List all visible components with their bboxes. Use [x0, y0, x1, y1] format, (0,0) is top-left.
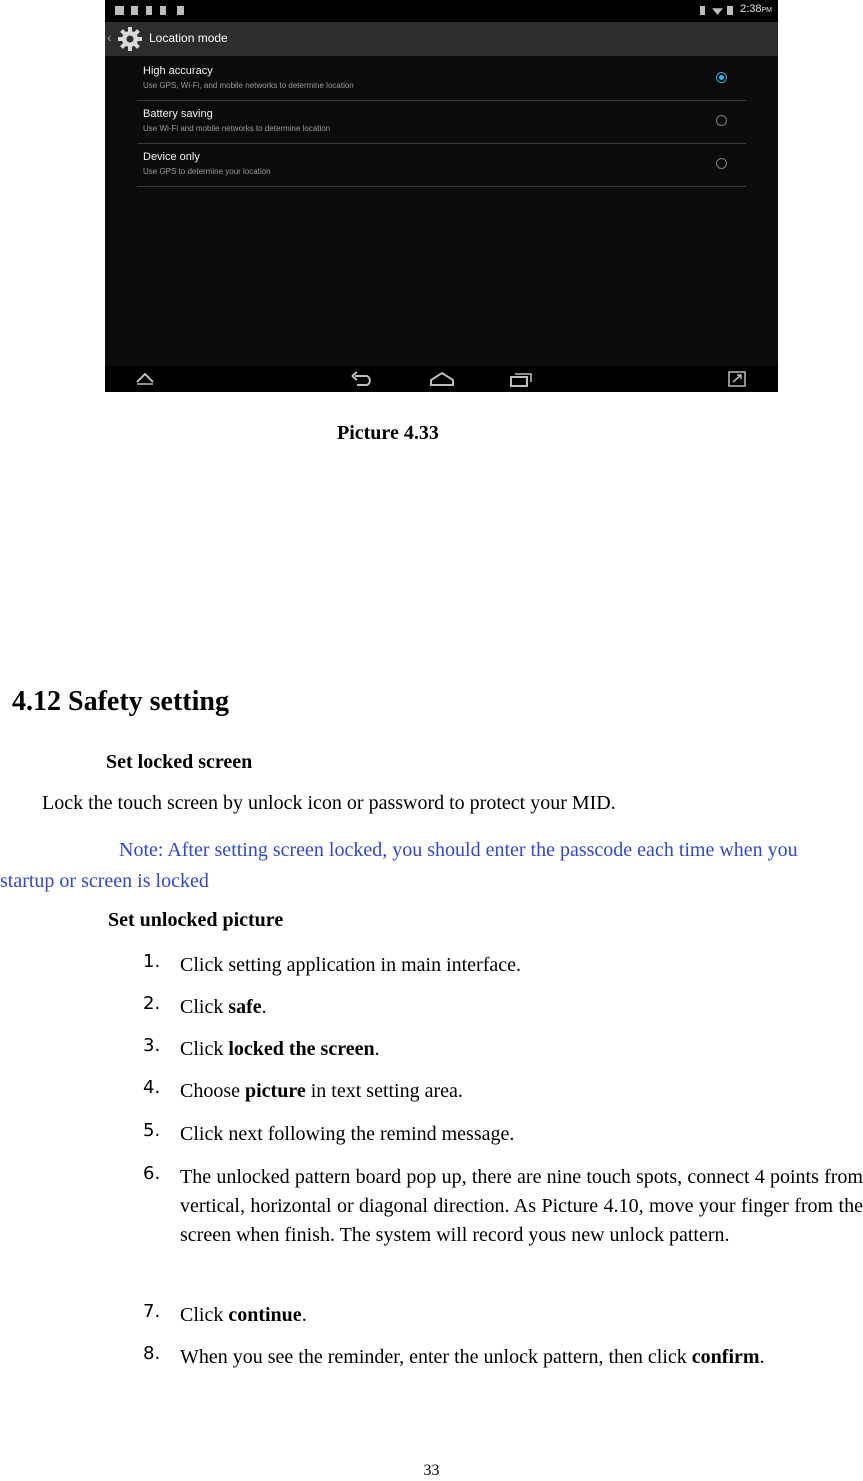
step-item — [143, 1343, 863, 1372]
screen-title: Location mode — [149, 31, 228, 45]
nav-back-icon[interactable] — [351, 371, 375, 387]
settings-gear-icon[interactable] — [117, 26, 143, 52]
option-subtitle: Use GPS, Wi-Fi, and mobile networks to determine location — [143, 81, 354, 90]
radio-selected-icon[interactable] — [716, 72, 727, 83]
navigation-bar — [105, 366, 778, 392]
status-bar — [105, 0, 778, 22]
option-title: High accuracy — [143, 65, 213, 77]
step-item — [143, 1035, 863, 1064]
step-number: 2. — [143, 993, 161, 1014]
option-subtitle: Use Wi-Fi and mobile networks to determine location — [143, 124, 331, 133]
step-text: Click next following the remind message. — [180, 1123, 515, 1145]
radio-icon[interactable] — [716, 115, 727, 126]
figure-caption: Picture 4.33 — [337, 422, 439, 444]
sdcard-icon — [177, 6, 184, 15]
note-line: Note: After setting screen locked, you should enter the passcode each time when you — [119, 839, 798, 861]
nav-expand-icon[interactable] — [728, 371, 746, 387]
option-title: Battery saving — [143, 108, 213, 120]
step-number: 3. — [143, 1035, 161, 1056]
step-text: Click setting application in main interface. — [180, 954, 522, 976]
notification-icon — [115, 6, 124, 15]
location-mode-options — [137, 58, 746, 187]
nav-recents-icon[interactable] — [509, 371, 533, 387]
nav-up-icon[interactable] — [135, 371, 155, 385]
action-bar — [105, 22, 778, 56]
usb-icon — [146, 6, 152, 15]
step-text: Choose picture in text setting area. — [180, 1080, 463, 1102]
battery-icon — [727, 6, 733, 15]
step-number: 7. — [143, 1301, 161, 1322]
step-text: The unlocked pattern board pop up, there are nine touch spots, connect 4 points from vertical, horizontal or diagonal direction. As Picture 4.10, move your finger from the screen when finish. The system will record yous new unlock pattern. — [180, 1166, 863, 1246]
step-item — [143, 1077, 863, 1106]
intro-paragraph: Lock the touch screen by unlock icon or password to protect your MID. — [42, 792, 616, 814]
step-item — [143, 1163, 863, 1250]
step-number: 4. — [143, 1077, 161, 1098]
step-item — [143, 1120, 863, 1149]
step-text: Click locked the screen. — [180, 1038, 380, 1060]
step-number: 1. — [143, 951, 161, 972]
step-number: 8. — [143, 1343, 161, 1364]
wifi-icon — [712, 6, 723, 15]
subheading-locked-screen: Set locked screen — [106, 751, 253, 773]
option-battery-saving[interactable] — [137, 101, 746, 144]
option-device-only[interactable] — [137, 144, 746, 187]
bluetooth-icon — [700, 6, 705, 15]
step-text: Click continue. — [180, 1304, 307, 1326]
section-heading: 4.12 Safety setting — [12, 686, 229, 717]
step-item — [143, 1301, 863, 1330]
step-text: When you see the reminder, enter the unlock pattern, then click confirm. — [180, 1346, 765, 1368]
step-item — [143, 951, 863, 980]
lock-icon — [160, 6, 166, 15]
notification-icon — [131, 6, 138, 15]
status-time: 2:38PM — [740, 3, 772, 15]
option-subtitle: Use GPS to determine your location — [143, 167, 271, 176]
subheading-unlocked-picture: Set unlocked picture — [108, 909, 284, 931]
note-paragraph — [0, 835, 863, 897]
back-icon[interactable]: ‹ — [107, 29, 112, 45]
radio-icon[interactable] — [716, 158, 727, 169]
step-number: 5. — [143, 1120, 161, 1141]
step-number: 6. — [143, 1163, 161, 1184]
step-text: Click safe. — [180, 996, 267, 1018]
nav-home-icon[interactable] — [429, 371, 455, 387]
page-number: 33 — [423, 1462, 440, 1479]
option-high-accuracy[interactable] — [137, 58, 746, 101]
location-mode-screenshot — [105, 0, 778, 392]
note-line: startup or screen is locked — [0, 870, 209, 892]
step-item — [143, 993, 863, 1022]
option-title: Device only — [143, 151, 200, 163]
